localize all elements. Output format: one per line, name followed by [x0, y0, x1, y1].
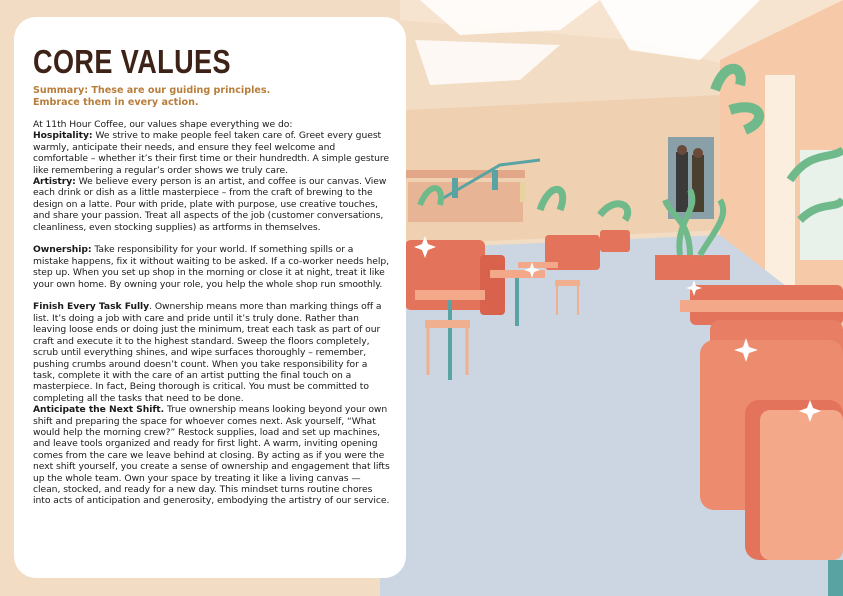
core-values-card: [14, 17, 406, 578]
value-text: Take responsibility for your world. If something spills or a mistake happens, fix it without waiting to be asked. If a co-worker needs help, step up. When you set up shop in the morning or close it at night, treat it like your own home. By owning your role, you help the whole shop run smoothly.: [33, 244, 390, 290]
value-text: We believe every person is an artist, and coffee is our canvas. View each drink or dish as a little masterpiece – from the craft of brewing to the design on a latte. Pour with pride, plate with purpose, use creative touches, and share your passion. Treat all aspects of the job (customer conversations, cleanliness, even stocking supplies) as artforms in themselves.: [33, 176, 387, 233]
value-text: True ownership means looking beyond your own shift and preparing the space for whoever comes next. Ask yourself, “What would help the morning crew?” Restock supplies, load and set up machines, and leave tools organized and ready for first light. A warm, inviting opening comes from the care we leave behind at closing. By acting as if you were the next shift yourself, you create a sense of ownership and engagement that lifts up the whole team. Own your space by treating it like a living canvas — clean, stocked, and ready for a new day. This mindset turns routine chores into acts of anticipation and generosity, embodying the artistry of our service.: [33, 404, 390, 507]
summary: [33, 85, 390, 109]
value-finish-every-task: [33, 301, 390, 404]
value-label: Hospitality:: [33, 130, 93, 142]
table: [680, 300, 843, 312]
value-hospitality: [33, 130, 390, 176]
value-text: . Ownership means more than marking things off a list. It’s doing a job with care and pride until it’s truly done. Rather than leaving loose ends or doing just the minimum, treat each task as part of our craft and execute it to the highest standard. Sweep the floors completely, scrub until everything shines, and wipe surfaces thoroughly – remember, pushing crumbs around doesn’t count. When you take responsibility for a task, complete it with the care of an artist putting the final touch on a masterpiece. In fact, Being thorough is critical. You must be committed to completing all the tasks that need to be done.: [33, 301, 382, 404]
intro-text: At 11th Hour Coffee, our values shape everything we do:: [33, 119, 293, 130]
page-title: CORE VALUES: [33, 43, 231, 80]
summary-line: Summary: These are our guiding principles.: [33, 85, 271, 96]
value-anticipate-next-shift: [33, 404, 390, 507]
value-text: We strive to make people feel taken care of. Greet every guest warmly, anticipate their needs, and ensure they feel welcome and comfortable – whether it’s their first time or their hundredth. A simple gesture like remembering a regular’s order shows we truly care.: [33, 130, 390, 176]
value-label: Ownership:: [33, 244, 92, 256]
value-label: Anticipate the Next Shift.: [33, 404, 165, 416]
value-ownership: [33, 244, 390, 290]
values-body: [33, 119, 390, 507]
table: [415, 290, 485, 300]
summary-line: Embrace them in every action.: [33, 97, 199, 108]
value-label: Finish Every Task Fully: [33, 301, 150, 313]
value-label: Artistry:: [33, 176, 76, 188]
value-artistry: [33, 176, 390, 233]
